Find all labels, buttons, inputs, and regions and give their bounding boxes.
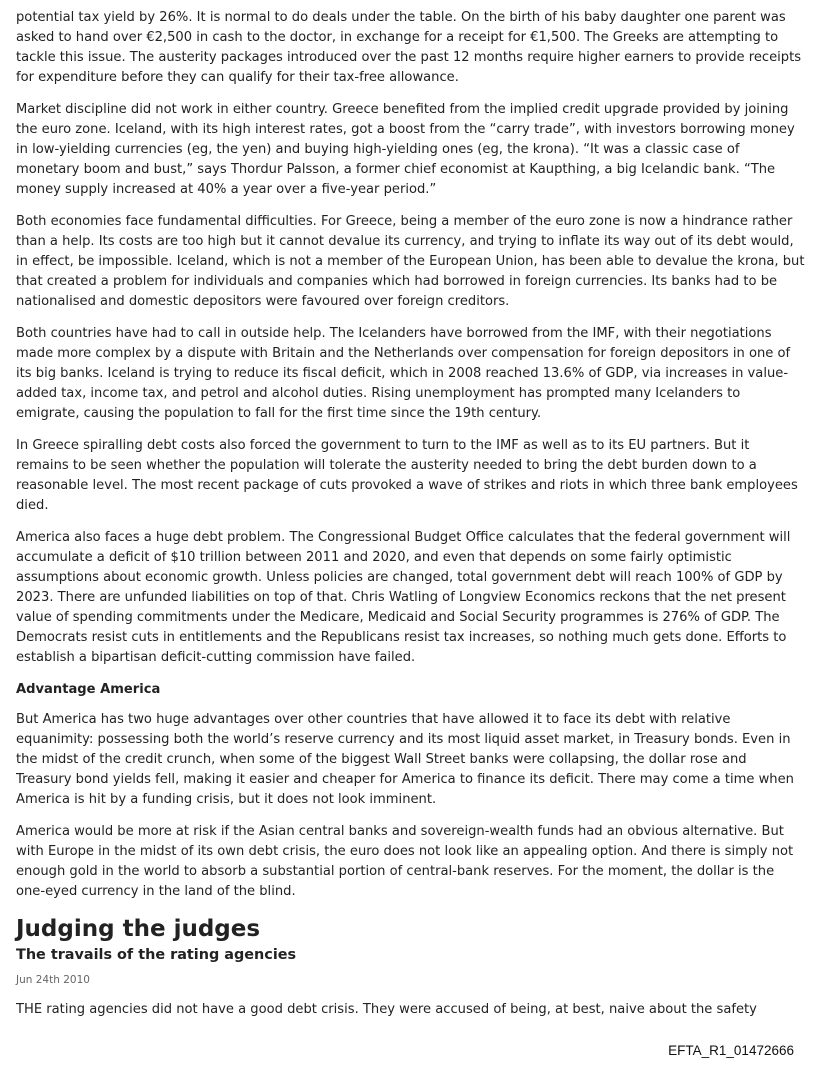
next-article-first-paragraph: THE rating agencies did not have a good debt crisis. They were accused of being, at best, naive about the safety bbox=[16, 1002, 757, 1017]
section-heading: Advantage America bbox=[16, 682, 161, 697]
next-article-title: Judging the judges bbox=[16, 916, 261, 942]
paragraph-america-debt: America also faces a huge debt problem. The Congressional Budget Office calculates that the federal government will accumulate a deficit of $10 trillion between 2011 and 2020, and even that depends on some fairly optimistic assumptions about economic growth. Unless policies are changed, total government debt will reach 100% of GDP by 2023. There are unfunded liabilities on top of that. Chris Watling of Longview Economics reckons that the net present value of spending commitments under the Medicare, Medicaid and Social Security programmes is 276% of GDP. The Democrats resist cuts in entitlements and the Republicans resist tax increases, so nothing much gets done. Efforts to establish a bipartisan deficit-cutting commission have failed. bbox=[16, 530, 791, 665]
next-article-date: Jun 24th 2010 bbox=[16, 974, 90, 986]
document-id-stamp: EFTA_R1_01472666 bbox=[668, 1043, 794, 1058]
paragraph-america-risk: America would be more at risk if the Asian central banks and sovereign-wealth funds had an obvious alternative. But with Europe in the midst of its own debt crisis, the euro does not look like an appealing option. And there is simply not enough gold in the world to absorb a substantial portion of central-bank reserves. For the moment, the dollar is the one-eyed currency in the land of the blind. bbox=[16, 824, 794, 899]
next-article-subtitle: The travails of the rating agencies bbox=[16, 947, 297, 963]
article-body bbox=[16, 8, 806, 1032]
paragraph-tax-receipts: potential tax yield by 26%. It is normal to do deals under the table. On the birth of his baby daughter one parent was asked to hand over €2,500 in cash to the doctor, in exchange for a receipt for €1,500. The Greeks are attempting to tackle this issue. The austerity packages introduced over the past 12 months require higher earners to provide receipts for expenditure before they can qualify for their tax-free allowance. bbox=[16, 10, 802, 85]
paragraph-fundamental-difficulties: Both economies face fundamental difficulties. For Greece, being a member of the euro zone is now a hindrance rather than a help. Its costs are too high but it cannot devalue its currency, and trying to inflate its way out of its debt would, in effect, be impossible. Iceland, which is not a member of the European Union, has been able to devalue the krona, but that created a problem for individuals and companies which had borrowed in foreign currencies. Its banks had to be nationalised and domestic depositors were favoured over foreign creditors. bbox=[16, 214, 805, 309]
paragraph-market-discipline: Market discipline did not work in either country. Greece benefited from the implied credit upgrade provided by joining the euro zone. Iceland, with its high interest rates, got a boost from the “carry trade”, with investors borrowing money in low-yielding currencies (eg, the yen) and buying high-yielding ones (eg, the krona). “It was a classic case of monetary boom and bust,” says Thordur Palsson, a former chief economist at Kaupthing, a big Icelandic bank. “The money supply increased at 40% a year over a five-year period.” bbox=[16, 102, 795, 197]
paragraph-greece-imf: In Greece spiralling debt costs also forced the government to turn to the IMF as well as to its EU partners. But it remains to be seen whether the population will tolerate the austerity needed to bring the debt burden down to a reasonable level. The most recent package of cuts provoked a wave of strikes and riots in which three bank employees died. bbox=[16, 438, 798, 513]
paragraph-outside-help: Both countries have had to call in outside help. The Icelanders have borrowed from the IMF, with their negotiations made more complex by a dispute with Britain and the Netherlands over compensation for foreign depositors in one of its big banks. Iceland is trying to reduce its fiscal deficit, which in 2008 reached 13.6% of GDP, via increases in value-added tax, income tax, and petrol and alcohol duties. Rising unemployment has prompted many Icelanders to emigrate, causing the population to fall for the first time since the 19th century. bbox=[16, 326, 791, 421]
paragraph-america-advantages: But America has two huge advantages over other countries that have allowed it to face its debt with relative equanimity: possessing both the world’s reserve currency and its most liquid asset market, in Treasury bonds. Even in the midst of the credit crunch, when some of the biggest Wall Street banks were collapsing, the dollar rose and Treasury bond yields fell, making it easier and cheaper for America to finance its deficit. There may come a time when America is hit by a funding crisis, but it does not look imminent. bbox=[16, 712, 794, 807]
